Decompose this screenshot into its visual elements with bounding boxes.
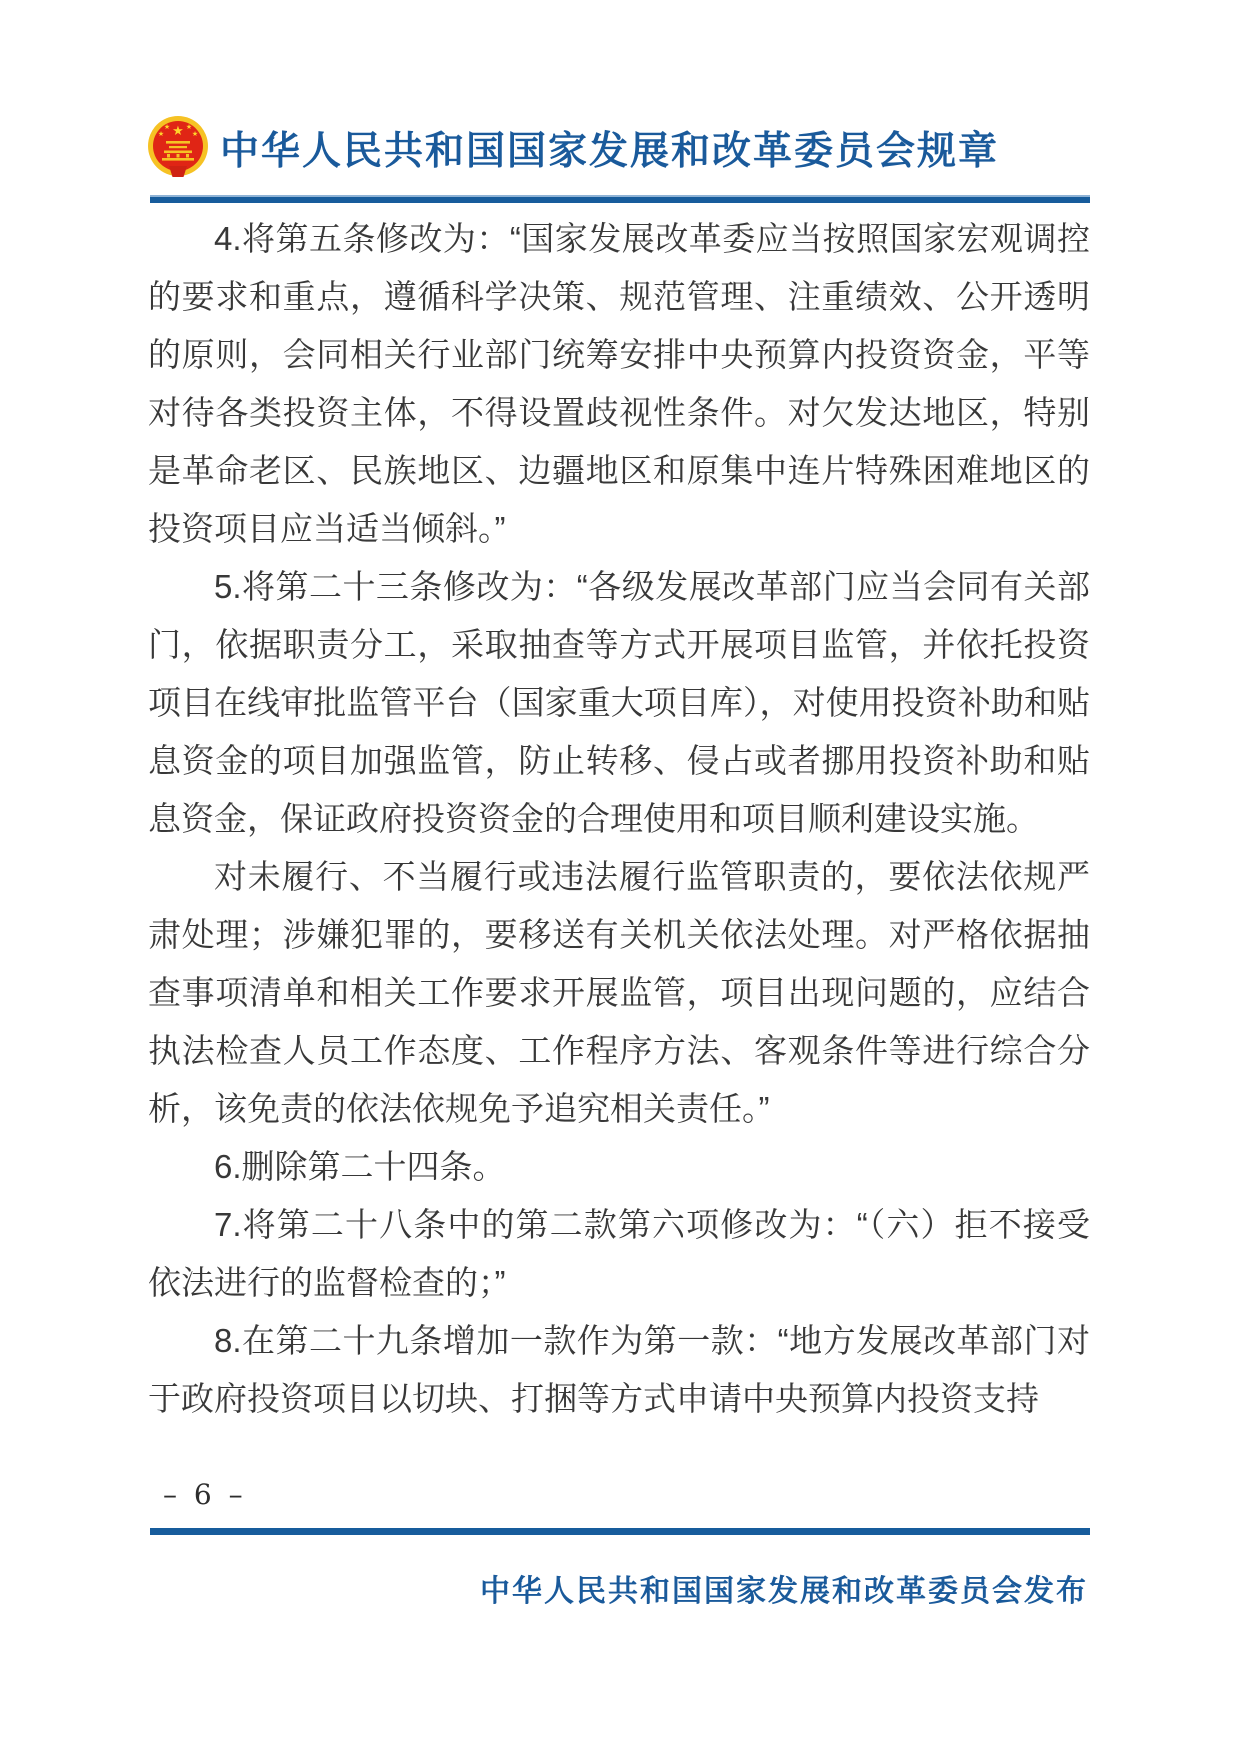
footer-divider (150, 1528, 1090, 1535)
publisher-line: 中华人民共和国国家发展和改革委员会发布 (480, 1575, 1088, 1608)
national-emblem-icon (146, 115, 210, 181)
national-emblem-graphic (146, 115, 210, 181)
body-paragraph-item8: 8.在第二十九条增加一款作为第一款：“地方发展改革部门对于政府投资项目以切块、打捆等方式申请中央预算内投资支持 (148, 1322, 1090, 1417)
header-divider (150, 195, 1090, 203)
document-title: 中华人民共和国国家发展和改革委员会规章 (220, 130, 1000, 173)
svg-text:★: ★ (157, 131, 165, 138)
svg-text:★: ★ (163, 124, 171, 131)
body-paragraph-item4: 4.将第五条修改为：“国家发展改革委应当按照国家宏观调控的要求和重点，遵循科学决策、规范管理、注重绩效、公开透明的原则，会同相关行业部门统筹安排中央预算内投资资金，平等对待各类投资主体，不得设置歧视性条件。对欠发达地区，特别是革命老区、民族地区、边疆地区和原集中连片特殊困难地区的投资项目应当适当倾斜。” (148, 220, 1090, 547)
body-paragraph-item6: 6.删除第二十四条。 (214, 1148, 506, 1185)
svg-text:★: ★ (185, 124, 193, 131)
page-number: – 6 – (163, 1478, 247, 1511)
document-header (146, 114, 1090, 182)
body-paragraph-item7: 7.将第二十八条中的第二款第六项修改为：“（六）拒不接受依法进行的监督检查的；” (148, 1206, 1090, 1301)
body-paragraph-item5: 5.将第二十三条修改为：“各级发展改革部门应当会同有关部门，依据职责分工，采取抽查等方式开展项目监管，并依托投资项目在线审批监管平台（国家重大项目库），对使用投资补助和贴息资金的项目加强监管，防止转移、侵占或者挪用投资补助和贴息资金，保证政府投资资金的合理使用和项目顺利建设实施。 (148, 568, 1090, 837)
svg-text:★: ★ (191, 131, 199, 138)
document-body (148, 210, 1090, 1428)
body-paragraph-item5-cont: 对未履行、不当履行或违法履行监管职责的，要依法依规严肃处理；涉嫌犯罪的，要移送有关机关依法处理。对严格依据抽查事项清单和相关工作要求开展监管，项目出现问题的，应结合执法检查人员工作态度、工作程序方法、客观条件等进行综合分析，该免责的依法依规免予追究相关责任。” (148, 858, 1090, 1127)
svg-text:★: ★ (172, 123, 184, 138)
